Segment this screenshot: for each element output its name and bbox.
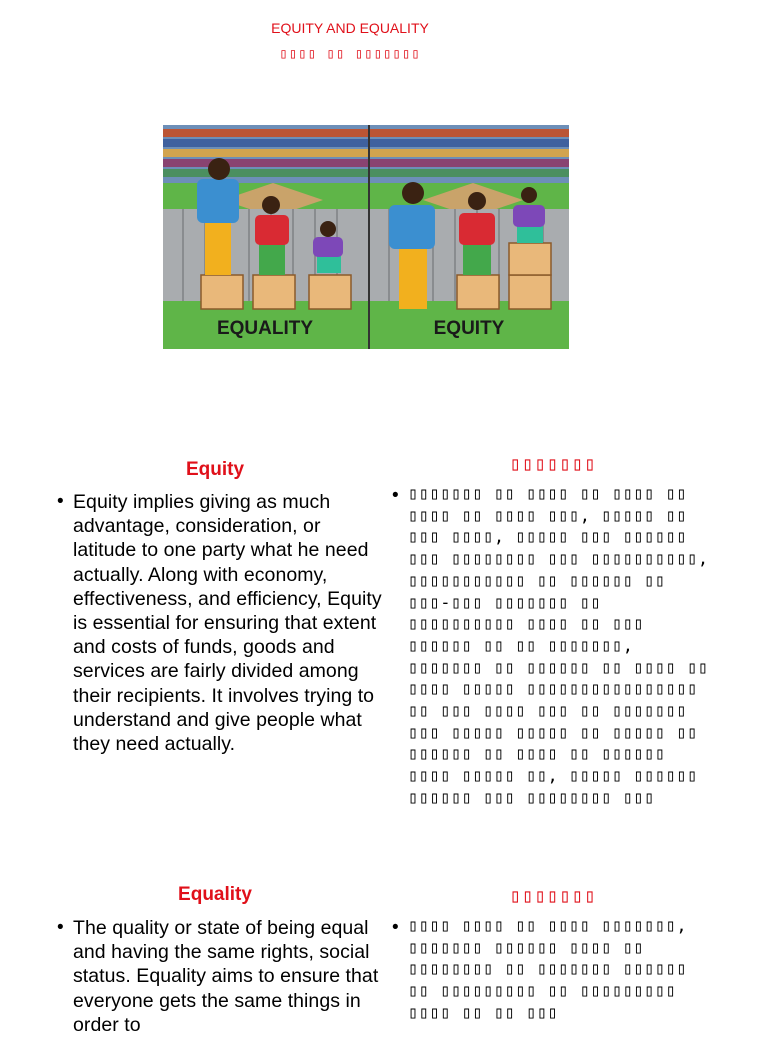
- equality-definition: [57, 916, 382, 1037]
- bullet-icon: •: [392, 485, 399, 506]
- page-title: EQUITY AND EQUALITY: [271, 20, 429, 36]
- bullet-icon: •: [57, 917, 64, 938]
- equity-definition: [57, 490, 382, 756]
- bullet-icon: •: [57, 491, 64, 512]
- equity-text: Equity implies giving as much advantage, consideration, or latitude to one party what he need actually. Along with economy, effectiveness, and efficiency, Equity is essential for ensuring that extent and costs of funds, goods and services are fairly divided among their recipients. It involves trying to understand and give people what they need actually.: [73, 491, 382, 756]
- equality-hindi-heading: ▯▯▯▯▯▯▯: [509, 885, 597, 907]
- equity-hindi-heading: ▯▯▯▯▯▯▯: [509, 453, 597, 475]
- equality-text: The quality or state of being equal and having the same rights, social status. Equality aims to ensure that everyone gets the same things in order to: [73, 917, 379, 1036]
- equity-label: EQUITY: [433, 318, 505, 339]
- equity-heading: Equity: [185, 459, 245, 480]
- illustration-svg: [163, 125, 569, 349]
- equity-hindi-definition: [392, 484, 717, 810]
- page-subtitle-hindi: ▯▯▯▯ ▯▯ ▯▯▯▯▯▯▯: [279, 46, 421, 62]
- bullet-icon: •: [392, 917, 399, 938]
- equality-hindi-definition: [392, 916, 717, 1025]
- equity-hindi-text: ▯▯▯▯▯▯▯ ▯▯ ▯▯▯▯ ▯▯ ▯▯▯▯ ▯▯ ▯▯▯▯ ▯▯ ▯▯▯▯ ▯▯▯, ▯▯▯▯▯ ▯▯ ▯▯▯ ▯▯▯▯, ▯▯▯▯▯ ▯▯▯ ▯▯▯▯▯▯ ▯▯▯ ▯▯▯▯▯▯▯▯ ▯▯▯ ▯▯▯▯▯▯▯▯▯▯, ▯▯▯▯▯▯▯▯▯▯▯ ▯▯ ▯▯▯▯▯▯ ▯▯ ▯▯▯-▯▯▯ ▯▯▯▯▯▯▯ ▯▯ ▯▯▯▯▯▯▯▯▯▯ ▯▯▯▯ ▯▯ ▯▯▯ ▯▯▯▯▯▯ ▯▯ ▯▯ ▯▯▯▯▯▯▯, ▯▯▯▯▯▯▯ ▯▯ ▯▯▯▯▯▯ ▯▯ ▯▯▯▯ ▯▯ ▯▯▯▯ ▯▯▯▯▯ ▯▯▯▯▯▯▯▯▯▯▯▯▯▯▯▯ ▯▯ ▯▯▯ ▯▯▯▯ ▯▯▯ ▯▯ ▯▯▯▯▯▯▯ ▯▯▯ ▯▯▯▯▯ ▯▯▯▯▯ ▯▯ ▯▯▯▯▯ ▯▯ ▯▯▯▯▯▯ ▯▯ ▯▯▯▯ ▯▯ ▯▯▯▯▯▯ ▯▯▯▯ ▯▯▯▯▯ ▯▯, ▯▯▯▯▯ ▯▯▯▯▯▯ ▯▯▯▯▯▯ ▯▯▯ ▯▯▯▯▯▯▯▯ ▯▯▯: [408, 484, 709, 808]
- equality-crates: [201, 275, 351, 309]
- equality-hindi-text: ▯▯▯▯ ▯▯▯▯ ▯▯ ▯▯▯▯ ▯▯▯▯▯▯▯, ▯▯▯▯▯▯▯ ▯▯▯▯▯▯ ▯▯▯▯ ▯▯ ▯▯▯▯▯▯▯▯ ▯▯ ▯▯▯▯▯▯▯ ▯▯▯▯▯▯ ▯▯ ▯▯▯▯▯▯▯▯▯ ▯▯ ▯▯▯▯▯▯▯▯▯ ▯▯▯▯ ▯▯ ▯▯ ▯▯▯: [408, 916, 688, 1023]
- equality-label: EQUALITY: [216, 318, 314, 339]
- equity-equality-illustration: [163, 125, 569, 349]
- equality-heading: Equality: [178, 884, 252, 905]
